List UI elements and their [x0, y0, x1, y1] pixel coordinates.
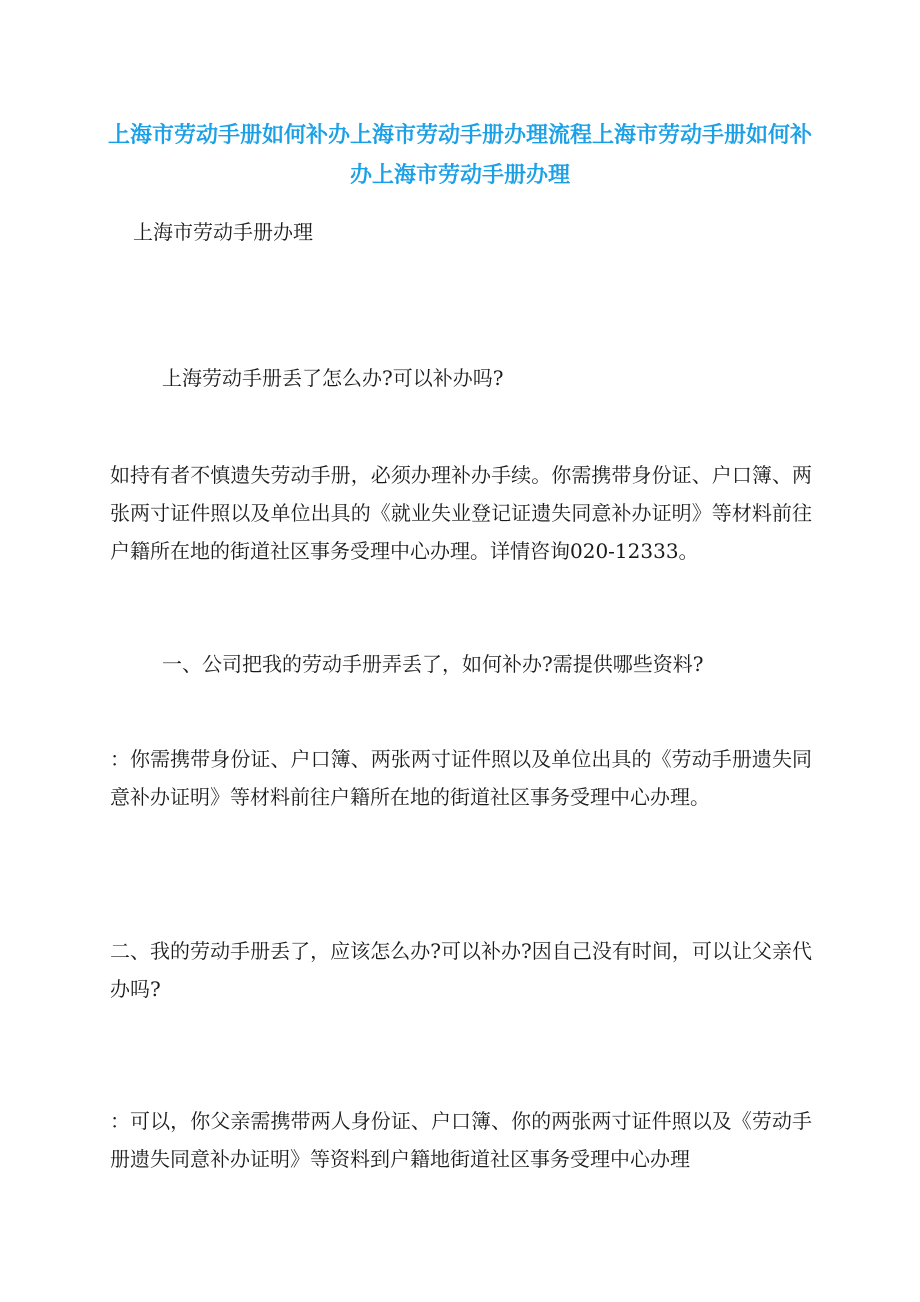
question-0: 上海劳动手册丢了怎么办?可以补办吗?: [162, 366, 504, 390]
question-2: 二、我的劳动手册丢了，应该怎么办?可以补办?因自己没有时间，可以让父亲代办吗?: [110, 939, 812, 1001]
answer-1: ：你需携带身份证、户口簿、两张两寸证件照以及单位出具的《劳动手册遗失同意补办证明》等材料前往户籍所在地的街道社区事务受理中心办理。: [110, 747, 812, 809]
answer-0: 如持有者不慎遗失劳动手册，必须办理补办手续。你需携带身份证、户口簿、两张两寸证件照以及单位出具的《就业失业登记证遗失同意补办证明》等材料前往户籍所在地的街道社区事务受理中心办理。详情咨询020-12333。: [110, 463, 812, 563]
question-1: 一、公司把我的劳动手册弄丢了，如何补办?需提供哪些资料?: [162, 652, 704, 676]
document-subtitle: 上海市劳动手册办理: [133, 220, 313, 244]
answer-2: ：可以，你父亲需携带两人身份证、户口簿、你的两张两寸证件照以及《劳动手册遗失同意补办证明》等资料到户籍地街道社区事务受理中心办理: [110, 1109, 812, 1171]
document-title: 上海市劳动手册如何补办上海市劳动手册办理流程上海市劳动手册如何补办上海市劳动手册办理: [108, 123, 813, 188]
